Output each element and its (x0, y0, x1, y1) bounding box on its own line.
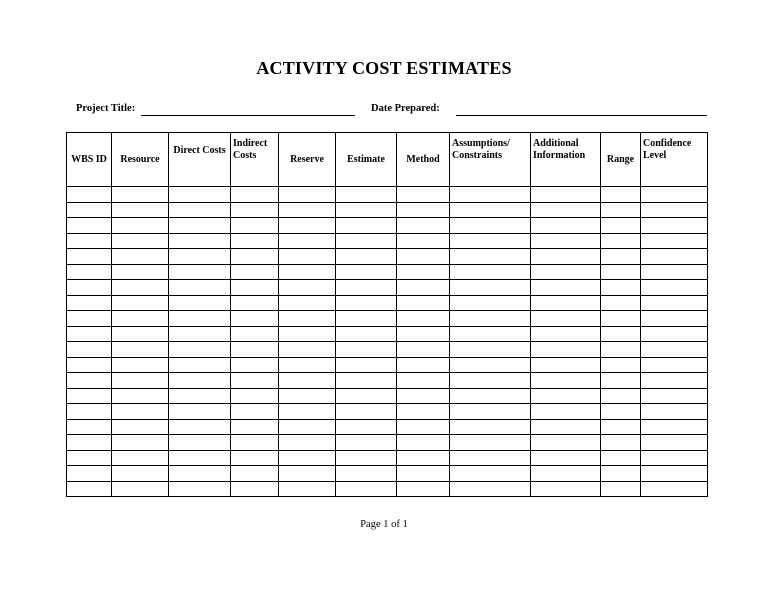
table-row (67, 404, 708, 420)
table-cell[interactable] (641, 404, 708, 420)
table-cell[interactable] (336, 481, 397, 497)
table-cell[interactable] (450, 388, 531, 404)
table-cell[interactable] (397, 249, 450, 265)
table-cell[interactable] (169, 357, 231, 373)
table-cell[interactable] (231, 202, 279, 218)
table-cell[interactable] (169, 466, 231, 482)
table-row (67, 264, 708, 280)
table-cell[interactable] (67, 342, 112, 358)
table-cell[interactable] (169, 280, 231, 296)
table-cell[interactable] (336, 419, 397, 435)
table-cell[interactable] (397, 404, 450, 420)
table-cell[interactable] (67, 187, 112, 203)
table-cell[interactable] (279, 280, 336, 296)
table-cell[interactable] (279, 233, 336, 249)
table-cell[interactable] (531, 404, 601, 420)
table-cell[interactable] (279, 388, 336, 404)
table-cell[interactable] (169, 264, 231, 280)
table-cell[interactable] (231, 357, 279, 373)
table-cell[interactable] (112, 249, 169, 265)
table-cell[interactable] (279, 202, 336, 218)
table-cell[interactable] (601, 404, 641, 420)
table-row (67, 357, 708, 373)
table-cell[interactable] (231, 295, 279, 311)
table-cell[interactable] (641, 187, 708, 203)
table-cell[interactable] (169, 202, 231, 218)
table-cell[interactable] (601, 450, 641, 466)
table-row (67, 295, 708, 311)
table-cell[interactable] (531, 481, 601, 497)
table-row (67, 202, 708, 218)
table-cell[interactable] (231, 311, 279, 327)
table-cell[interactable] (601, 311, 641, 327)
table-cell[interactable] (67, 202, 112, 218)
table-cell[interactable] (231, 187, 279, 203)
table-row (67, 280, 708, 296)
table-cell[interactable] (397, 311, 450, 327)
table-row (67, 419, 708, 435)
table-cell[interactable] (397, 187, 450, 203)
table-cell[interactable] (397, 280, 450, 296)
table-cell[interactable] (531, 419, 601, 435)
table-cell[interactable] (531, 326, 601, 342)
table-cell[interactable] (336, 435, 397, 451)
table-cell[interactable] (641, 373, 708, 389)
table-cell[interactable] (67, 295, 112, 311)
table-cell[interactable] (641, 311, 708, 327)
table-cell[interactable] (450, 326, 531, 342)
table-cell[interactable] (397, 295, 450, 311)
table-cell[interactable] (336, 233, 397, 249)
table-cell[interactable] (112, 202, 169, 218)
project-title-field[interactable] (141, 115, 355, 116)
table-cell[interactable] (231, 218, 279, 234)
table-row (67, 311, 708, 327)
table-cell[interactable] (231, 404, 279, 420)
table-cell[interactable] (112, 295, 169, 311)
table-row (67, 481, 708, 497)
table-cell[interactable] (336, 280, 397, 296)
table-cell[interactable] (641, 295, 708, 311)
column-header-estimate: Estimate (336, 133, 397, 187)
table-cell[interactable] (112, 481, 169, 497)
table-cell[interactable] (279, 264, 336, 280)
table-cell[interactable] (231, 450, 279, 466)
table-cell[interactable] (169, 342, 231, 358)
table-cell[interactable] (531, 311, 601, 327)
table-row (67, 388, 708, 404)
table-cell[interactable] (67, 419, 112, 435)
table-cell[interactable] (336, 466, 397, 482)
table-cell[interactable] (279, 357, 336, 373)
table-cell[interactable] (601, 342, 641, 358)
table-cell[interactable] (67, 466, 112, 482)
column-header-wbs-id: WBS ID (67, 133, 112, 187)
column-header-method: Method (397, 133, 450, 187)
table-cell[interactable] (336, 342, 397, 358)
table-cell[interactable] (169, 218, 231, 234)
table-cell[interactable] (397, 373, 450, 389)
table-cell[interactable] (67, 450, 112, 466)
table-cell[interactable] (279, 218, 336, 234)
table-cell[interactable] (601, 187, 641, 203)
table-cell[interactable] (531, 466, 601, 482)
table-cell[interactable] (531, 342, 601, 358)
table-cell[interactable] (336, 218, 397, 234)
table-cell[interactable] (169, 435, 231, 451)
table-cell[interactable] (397, 450, 450, 466)
table-cell[interactable] (641, 419, 708, 435)
table-cell[interactable] (231, 419, 279, 435)
table-cell[interactable] (397, 466, 450, 482)
table-cell[interactable] (641, 280, 708, 296)
table-cell[interactable] (279, 342, 336, 358)
table-cell[interactable] (531, 202, 601, 218)
table-cell[interactable] (67, 326, 112, 342)
table-cell[interactable] (169, 233, 231, 249)
table-cell[interactable] (397, 357, 450, 373)
table-cell[interactable] (279, 404, 336, 420)
table-cell[interactable] (641, 342, 708, 358)
table-cell[interactable] (67, 435, 112, 451)
table-cell[interactable] (397, 388, 450, 404)
table-row (67, 450, 708, 466)
table-cell[interactable] (112, 388, 169, 404)
table-cell[interactable] (601, 202, 641, 218)
table-cell[interactable] (279, 187, 336, 203)
column-header-additional-information: Additional Information (531, 133, 601, 187)
table-cell[interactable] (641, 450, 708, 466)
table-cell[interactable] (531, 233, 601, 249)
table-cell[interactable] (112, 342, 169, 358)
table-cell[interactable] (450, 342, 531, 358)
table-cell[interactable] (450, 264, 531, 280)
table-row (67, 326, 708, 342)
table-cell[interactable] (336, 404, 397, 420)
column-header-confidence-level: Confidence Level (641, 133, 708, 187)
table-row (67, 218, 708, 234)
table-cell[interactable] (279, 450, 336, 466)
table-cell[interactable] (112, 187, 169, 203)
table-cell[interactable] (231, 249, 279, 265)
table-cell[interactable] (231, 481, 279, 497)
table-cell[interactable] (450, 280, 531, 296)
table-cell[interactable] (531, 218, 601, 234)
table-row (67, 233, 708, 249)
table-cell[interactable] (336, 187, 397, 203)
table-body (67, 187, 708, 497)
table-cell[interactable] (641, 435, 708, 451)
table-cell[interactable] (641, 326, 708, 342)
table-cell[interactable] (601, 218, 641, 234)
table-cell[interactable] (531, 187, 601, 203)
table-cell[interactable] (531, 388, 601, 404)
table-cell[interactable] (397, 233, 450, 249)
table-cell[interactable] (641, 218, 708, 234)
table-cell[interactable] (67, 388, 112, 404)
table-cell[interactable] (279, 249, 336, 265)
table-row (67, 373, 708, 389)
table-cell[interactable] (279, 373, 336, 389)
table-cell[interactable] (601, 249, 641, 265)
table-cell[interactable] (601, 419, 641, 435)
column-header-resource: Resource (112, 133, 169, 187)
table-cell[interactable] (169, 249, 231, 265)
table-cell[interactable] (601, 373, 641, 389)
table-cell[interactable] (397, 218, 450, 234)
table-cell[interactable] (450, 404, 531, 420)
table-cell[interactable] (67, 404, 112, 420)
table-cell[interactable] (169, 450, 231, 466)
table-cell[interactable] (450, 466, 531, 482)
table-cell[interactable] (531, 450, 601, 466)
table-header-row (67, 133, 708, 187)
table-cell[interactable] (231, 435, 279, 451)
table-cell[interactable] (231, 342, 279, 358)
table-cell[interactable] (112, 419, 169, 435)
table-cell[interactable] (112, 450, 169, 466)
table-cell[interactable] (231, 466, 279, 482)
table-cell[interactable] (231, 264, 279, 280)
table-cell[interactable] (112, 280, 169, 296)
table-cell[interactable] (67, 249, 112, 265)
table-cell[interactable] (231, 388, 279, 404)
table-cell[interactable] (231, 280, 279, 296)
table-cell[interactable] (279, 311, 336, 327)
table-cell[interactable] (601, 481, 641, 497)
table-cell[interactable] (397, 202, 450, 218)
table-cell[interactable] (450, 311, 531, 327)
table-cell[interactable] (112, 466, 169, 482)
table-cell[interactable] (450, 233, 531, 249)
table-cell[interactable] (112, 435, 169, 451)
table-cell[interactable] (169, 404, 231, 420)
date-prepared-field[interactable] (456, 115, 707, 116)
table-cell[interactable] (112, 326, 169, 342)
cost-estimates-table (66, 132, 708, 497)
table-cell[interactable] (112, 311, 169, 327)
table-cell[interactable] (67, 311, 112, 327)
table-cell[interactable] (279, 295, 336, 311)
table-cell[interactable] (67, 264, 112, 280)
table-cell[interactable] (169, 419, 231, 435)
table-cell[interactable] (531, 249, 601, 265)
table-cell[interactable] (279, 419, 336, 435)
table-cell[interactable] (397, 435, 450, 451)
table-cell[interactable] (169, 311, 231, 327)
table-cell[interactable] (231, 373, 279, 389)
table-row (67, 342, 708, 358)
table-cell[interactable] (641, 466, 708, 482)
table-cell[interactable] (67, 357, 112, 373)
table-cell[interactable] (336, 326, 397, 342)
table-cell[interactable] (531, 280, 601, 296)
table-cell[interactable] (641, 388, 708, 404)
table-cell[interactable] (279, 466, 336, 482)
project-title-label: Project Title: (76, 103, 136, 114)
table-cell[interactable] (336, 357, 397, 373)
table-row (67, 435, 708, 451)
table-cell[interactable] (169, 481, 231, 497)
table-cell[interactable] (531, 264, 601, 280)
column-header-indirect-costs: Indirect Costs (231, 133, 279, 187)
table-row (67, 187, 708, 203)
table-cell[interactable] (450, 357, 531, 373)
column-header-reserve: Reserve (279, 133, 336, 187)
table-cell[interactable] (450, 249, 531, 265)
table-cell[interactable] (450, 450, 531, 466)
table-cell[interactable] (336, 450, 397, 466)
table-cell[interactable] (641, 357, 708, 373)
table-cell[interactable] (601, 233, 641, 249)
table-cell[interactable] (531, 435, 601, 451)
table-cell[interactable] (67, 481, 112, 497)
table-cell[interactable] (67, 373, 112, 389)
table-cell[interactable] (450, 218, 531, 234)
table-cell[interactable] (450, 481, 531, 497)
table-cell[interactable] (450, 419, 531, 435)
table-cell[interactable] (169, 388, 231, 404)
table-cell[interactable] (169, 373, 231, 389)
table-cell[interactable] (279, 481, 336, 497)
table-cell[interactable] (601, 280, 641, 296)
table-cell[interactable] (397, 264, 450, 280)
column-header-assumptions-constraints: Assumptions/ Constraints (450, 133, 531, 187)
table-cell[interactable] (67, 233, 112, 249)
table-cell[interactable] (279, 326, 336, 342)
table-cell[interactable] (169, 187, 231, 203)
table-cell[interactable] (112, 357, 169, 373)
table-cell[interactable] (279, 435, 336, 451)
column-header-direct-costs: Direct Costs (169, 133, 231, 187)
column-header-range: Range (601, 133, 641, 187)
table-cell[interactable] (112, 373, 169, 389)
table-cell[interactable] (112, 233, 169, 249)
table-cell[interactable] (601, 326, 641, 342)
table-cell[interactable] (112, 264, 169, 280)
table-cell[interactable] (169, 326, 231, 342)
table-cell[interactable] (231, 233, 279, 249)
table-cell[interactable] (67, 218, 112, 234)
date-prepared-label: Date Prepared: (371, 103, 440, 114)
table-cell[interactable] (601, 264, 641, 280)
table-cell[interactable] (450, 202, 531, 218)
table-cell[interactable] (641, 249, 708, 265)
table-cell[interactable] (450, 373, 531, 389)
table-cell[interactable] (450, 295, 531, 311)
table-cell[interactable] (601, 388, 641, 404)
table-cell[interactable] (169, 295, 231, 311)
table-cell[interactable] (67, 280, 112, 296)
table-cell[interactable] (601, 435, 641, 451)
table-cell[interactable] (641, 233, 708, 249)
page-title: ACTIVITY COST ESTIMATES (256, 58, 512, 78)
page-footer: Page 1 of 1 (360, 519, 408, 530)
table-cell[interactable] (601, 295, 641, 311)
table-cell[interactable] (336, 373, 397, 389)
table-cell[interactable] (531, 295, 601, 311)
table-cell[interactable] (336, 264, 397, 280)
table-cell[interactable] (601, 466, 641, 482)
table-cell[interactable] (641, 264, 708, 280)
table-cell[interactable] (397, 481, 450, 497)
table-cell[interactable] (336, 388, 397, 404)
table-cell[interactable] (112, 218, 169, 234)
table-cell[interactable] (336, 249, 397, 265)
table-row (67, 466, 708, 482)
table-cell[interactable] (336, 295, 397, 311)
table-cell[interactable] (601, 357, 641, 373)
table-cell[interactable] (336, 311, 397, 327)
table-cell[interactable] (450, 435, 531, 451)
table-cell[interactable] (531, 357, 601, 373)
table-row (67, 249, 708, 265)
table-cell[interactable] (397, 419, 450, 435)
table-cell[interactable] (397, 326, 450, 342)
table-cell[interactable] (531, 373, 601, 389)
table-cell[interactable] (112, 404, 169, 420)
table-cell[interactable] (641, 481, 708, 497)
table-cell[interactable] (641, 202, 708, 218)
table-cell[interactable] (450, 187, 531, 203)
table-cell[interactable] (231, 326, 279, 342)
table-cell[interactable] (397, 342, 450, 358)
table-cell[interactable] (336, 202, 397, 218)
